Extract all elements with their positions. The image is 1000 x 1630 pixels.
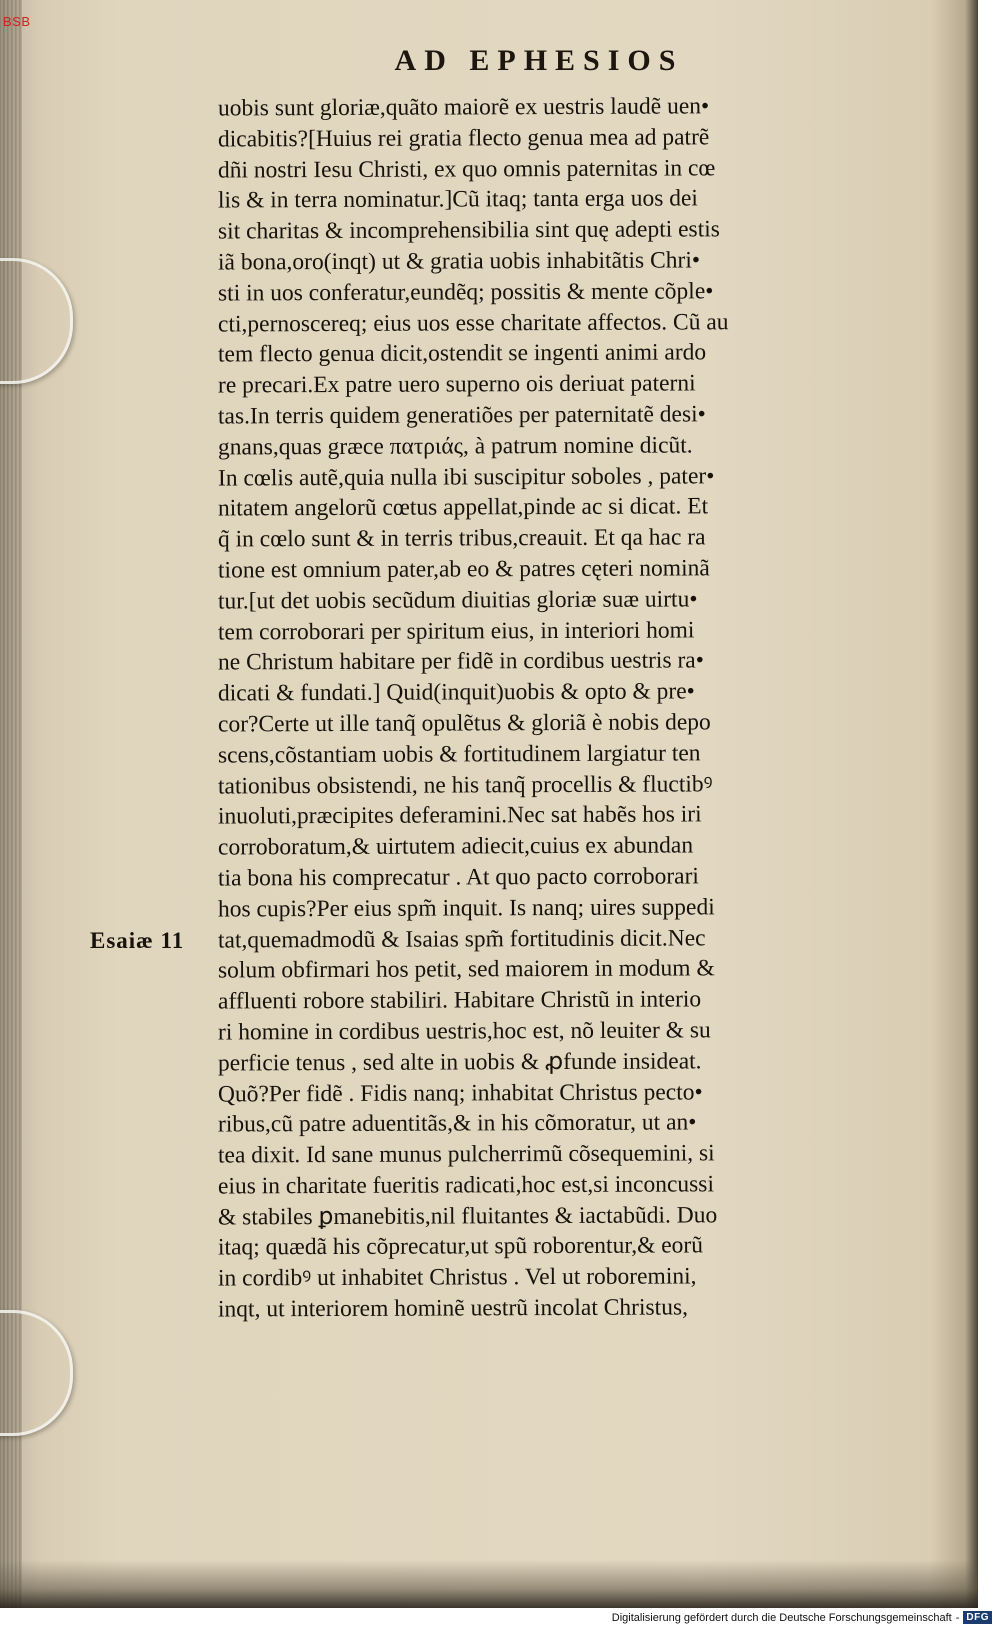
- text-line: dicati & fundati.] Quid(inquit)uobis & opto & pre•: [217, 678, 695, 707]
- text-line: In cœlis autẽ,quia nulla ibi suscipitur soboles , pater•: [217, 462, 715, 492]
- text-line: tat,quemadmodũ & Isaias spm̃ fortitudinis dicit.Nec: [217, 924, 706, 953]
- text-line: ri homine in cordibus uestris,hoc est, nõ leuiter & su: [217, 1017, 711, 1046]
- text-line: solum obfirmari hos petit, sed maiorem in modum &: [217, 955, 715, 984]
- text-line: sti in uos conferatur,eundẽq; possitis & mente cõple•: [217, 278, 714, 307]
- text-line: perficie tenus , sed alte in uobis & ꝓfunde insideat.: [217, 1048, 702, 1077]
- text-line: tem corroborari per spiritum eius, in interiori homi: [217, 616, 695, 646]
- body-text: [218, 92, 898, 1324]
- text-line: cti,pernoscereq; eius uos esse charitate affectos. Cũ au: [217, 308, 729, 338]
- footer-text: Digitalisierung gefördert durch die Deutsche Forschungsgemeinschaft: [611, 1611, 952, 1624]
- text-line: tationibus obsistendi, ne his tanq̃ procellis & fluctibꝰ: [217, 770, 713, 800]
- text-line: re precari.Ex patre uero superno ois deriuat paterni: [217, 370, 696, 399]
- text-line: inuoluti,præcipites deferamini.Nec sat habẽs hos iri: [217, 801, 702, 830]
- text-line: nitatem angelorũ cœtus appellat,pinde ac si dicat. Et: [217, 493, 709, 522]
- text-line: eius in charitate fueritis radicati,hoc est,si inconcussi: [217, 1171, 715, 1200]
- text-line: dñi nostri Iesu Christi, ex quo omnis paternitas in cœ: [217, 154, 716, 184]
- text-line: tur.[ut det uobis secũdum diuitias gloriæ suæ uirtu•: [217, 586, 698, 615]
- text-line: ne Christum habitare per fidẽ in cordibus uestris ra•: [217, 647, 704, 676]
- running-head: AD EPHESIOS: [394, 44, 684, 77]
- text-line: tione est omnium pater,ab eo & patres cęteri nominã: [217, 555, 710, 584]
- text-line: scens,cõstantiam uobis & fortitudinem largiatur ten: [217, 740, 701, 769]
- text-line: lis & in terra nominatur.]Cũ itaq; tanta erga uos dei: [217, 185, 698, 214]
- page-clip-top: [0, 258, 73, 384]
- text-line: ribus,cũ patre aduentitãs,& in his cõmoratur, ut an•: [217, 1109, 697, 1138]
- text-line: dicabitis?[Huius rei gratia flecto genua mea ad patrẽ: [217, 124, 710, 153]
- dfg-logo: DFG: [963, 1611, 992, 1624]
- text-line: in cordibꝰ ut inhabitet Christus . Vel ut roboremini,: [217, 1263, 697, 1292]
- text-line: corroboratum,& uirtutem adiecit,cuius ex abundan: [217, 832, 694, 861]
- text-line: hos cupis?Per eius spm̃ inquit. Is nanq; uires suppedi: [217, 894, 715, 923]
- page-bottom-shadow: [0, 1560, 978, 1608]
- library-mark: BSB: [3, 14, 31, 29]
- text-line: tas.In terris quidem generatiões per paternitatẽ desi•: [217, 401, 706, 430]
- text-line: Quõ?Per fidẽ . Fidis nanq; inhabitat Christus pecto•: [217, 1078, 703, 1107]
- footer: Digitalisierung gefördert durch die Deutsche Forschungsgemeinschaft - DFG: [612, 1611, 992, 1624]
- text-line: tea dixit. Id sane munus pulcherrimũ cõsequemini, si: [217, 1140, 715, 1169]
- text-line: affluenti robore stabiliri. Habitare Christũ in interio: [217, 986, 702, 1015]
- text-line: iã bona,oro(inqt) ut & gratia uobis inhabitãtis Chri•: [217, 247, 701, 276]
- text-line: tem flecto genua dicit,ostendit se ingenti animi ardo: [217, 339, 707, 368]
- text-line: gnans,quas græce πατριάς, à patrum nomine dicũt.: [217, 432, 693, 461]
- margin-note: Esaiæ 11: [90, 928, 185, 953]
- text-line: tia bona his comprecatur . At quo pacto corroborari: [217, 863, 699, 892]
- text-line: sit charitas & incomprehensibilia sint quę adepti estis: [217, 216, 720, 245]
- text-line: itaq; quædã his cõprecatur,ut spũ roborentur,& eorũ: [217, 1232, 704, 1261]
- text-line: cor?Certe ut ille tanq̃ opulẽtus & gloriã è nobis depo: [217, 709, 711, 738]
- text-line: q̃ in cœlo sunt & in terris tribus,creauit. Et qa hac ra: [217, 524, 706, 553]
- text-line: uobis sunt gloriæ,quãto maiorẽ ex uestris laudẽ uen•: [217, 93, 710, 122]
- text-line: & stabiles ꝑmanebitis,nil fluitantes & iactabũdi. Duo: [217, 1201, 718, 1231]
- text-line: inqt, ut interiorem hominẽ uestrũ incolat Christus,: [217, 1294, 688, 1323]
- page-clip-bottom: [0, 1310, 73, 1436]
